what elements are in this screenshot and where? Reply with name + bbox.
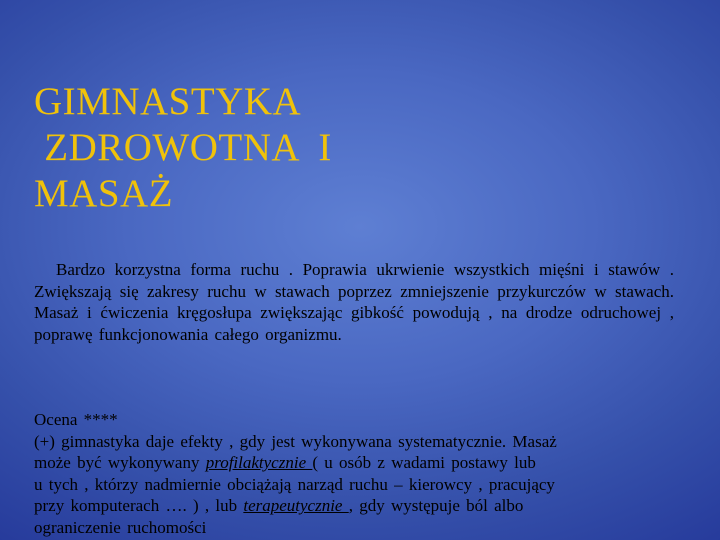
underlined-terapeutycznie: terapeutycznie <box>243 496 349 516</box>
rating-line-4: u tych , którzy nadmiernie obciążają narząd ruchu – kierowcy , pracujący <box>34 474 555 494</box>
rating-line-2: (+) gimnastyka daje efekty , gdy jest wykonywana systematycznie. Masaż <box>34 431 557 451</box>
rating-line-5-text-b: , <box>348 496 360 516</box>
intro-paragraph: Bardzo korzystna forma ruchu . Poprawia ukrwienie wszystkich mięśni i stawów . Zwiększają się zakresy ruchu w stawach poprzez zmniejszenie przykurczów w stawach. Masaż i ćwiczenia kręgosłupa zwiększając gibkość powodują , na drodze odruchowej , poprawę funkcjonowania całego organizmu. <box>34 260 674 344</box>
rating-line-5-text-c: gdy występuje ból albo <box>359 496 524 516</box>
rating-line-3 <box>34 452 674 474</box>
title-line-1: GIMNASTYKA <box>34 80 302 123</box>
rating-line-5-text-a: przy komputerach …. ) , lub <box>34 496 244 516</box>
rating-line-3-text-b: ( u osób z wadami postawy lub <box>312 453 536 473</box>
underlined-profilaktycznie: profilaktycznie <box>205 453 313 473</box>
rating-line-6: ograniczenie ruchomości <box>34 517 207 537</box>
rating-line-5 <box>34 495 674 517</box>
rating-block <box>34 409 674 539</box>
slide-title <box>34 79 332 217</box>
title-line-3: MASAŻ <box>34 172 174 215</box>
rating-label: Ocena **** <box>34 410 118 429</box>
title-line-2: ZDROWOTNA I <box>34 126 332 169</box>
rating-line-3-text-a: może być wykonywany <box>34 453 206 473</box>
